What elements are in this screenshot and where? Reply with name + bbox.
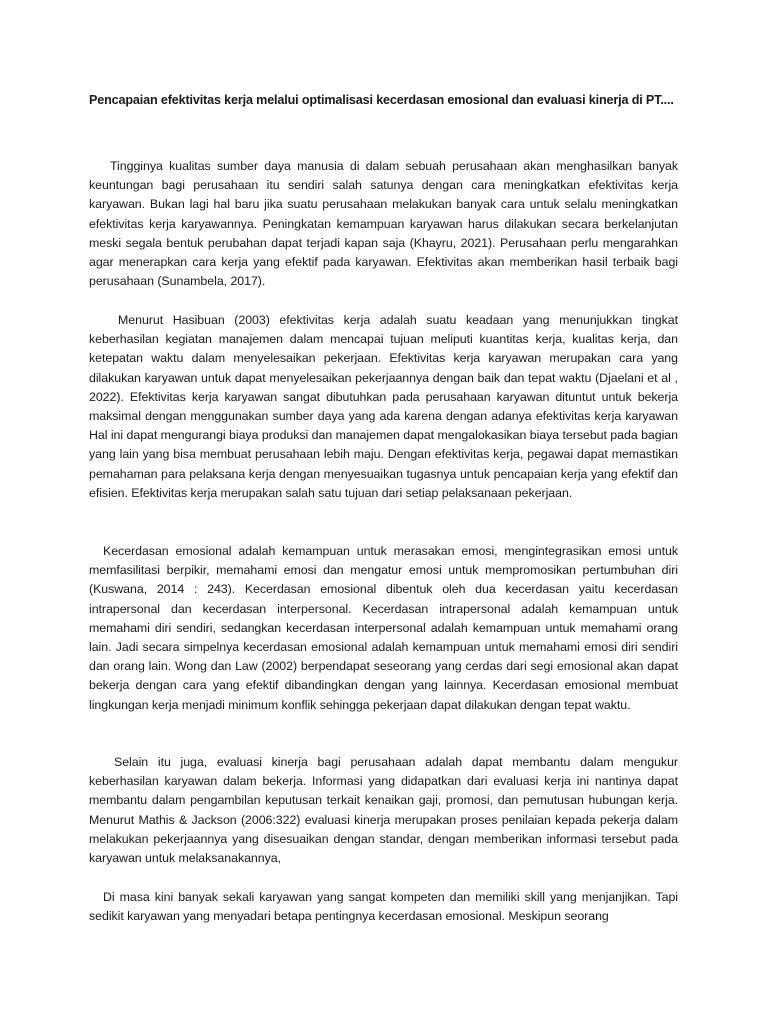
paragraph-5: Di masa kini banyak sekali karyawan yang sangat kompeten dan memiliki skill yang menjanjikan. Tapi sedikit karyawan yang menyadari betapa pentingnya kecerdasan emosional. Meskipun seorang — [89, 890, 678, 924]
paragraph-1: Tingginya kualitas sumber daya manusia di dalam sebuah perusahaan akan menghasilkan banyak keuntungan bagi perusahaan itu sendiri salah satunya dengan cara meningkatkan efektivitas kerja karyawan. Bukan lagi hal baru jika suatu perusahaan melakukan banyak cara untuk selalu meningkatkan efektivitas kerja karyawannya. Peningkatan kemampuan karyawan harus dilakukan secara berkelanjutan meski segala bentuk perubahan dapat terjadi kapan saja (Khayru, 2021). Perusahaan perlu mengarahkan agar menerapkan cara kerja yang efektif pada karyawan. Efektivitas akan memberikan hasil terbaik bagi perusahaan (Sunambela, 2017). — [89, 159, 678, 289]
paragraph-3: Kecerdasan emosional adalah kemampuan untuk merasakan emosi, mengintegrasikan emosi untuk memfasilitasi berpikir, memahami emosi dan mengatur emosi untuk mempromosikan pertumbuhan diri (Kuswana, 2014 : 243). Kecerdasan emosional dibentuk oleh dua kecerdasan yaitu kecerdasan intrapersonal dan kecerdasan interpersonal. Kecerdasan intrapersonal adalah kemampuan untuk memahami diri sendiri, sedangkan kecerdasan interpersonal adalah kemampuan untuk memahami orang lain. Jadi secara simpelnya kecerdasan emosional adalah kemampuan untuk memahami emosi diri sendiri dan orang lain. Wong dan Law (2002) berpendapat seseorang yang cerdas dari segi emosional akan dapat bekerja dengan cara yang efektif dibandingkan dengan yang lainnya. Kecerdasan emosional membuat lingkungan kerja menjadi minimum konflik sehingga pekerjaan dapat dilakukan dengan tepat waktu. — [89, 544, 678, 712]
paragraph-2: Menurut Hasibuan (2003) efektivitas kerja adalah suatu keadaan yang menunjukkan tingkat keberhasilan kegiatan manajemen dalam mencapai tujuan meliputi kuantitas kerja, kualitas kerja, dan ketepatan waktu dalam menyelesaikan pekerjaan. Efektivitas kerja karyawan merupakan cara yang dilakukan karyawan untuk dapat menyelesaikan pekerjaannya dengan baik dan tepat waktu (Djaelani et al , 2022). Efektivitas kerja karyawan sangat dibutuhkan pada perusahaan karyawan dituntut untuk bekerja maksimal dengan menggunakan sumber daya yang ada karena dengan adanya efektivitas kerja karyawan Hal ini dapat mengurangi biaya produksi dan manajemen dapat mengalokasikan biaya tersebut pada bagian yang lain yang bisa membuat perusahaan lebih maju. Dengan efektivitas kerja, pegawai dapat memastikan pemahaman para pelaksana kerja dengan menyesuaikan tugasnya untuk pencapaian kerja yang efektif dan efisien. Efektivitas kerja merupakan salah satu tujuan dari setiap pelaksanaan pekerjaan. — [89, 313, 678, 500]
document-title: Pencapaian efektivitas kerja melalui optimalisasi kecerdasan emosional dan evaluasi kinerja di PT.... — [89, 93, 674, 107]
paragraph-4: Selain itu juga, evaluasi kinerja bagi perusahaan adalah dapat membantu dalam mengukur keberhasilan karyawan dalam bekerja. Informasi yang didapatkan dari evaluasi kerja ini nantinya dapat membantu dalam pengambilan keputusan terkait kenaikan gaji, promosi, dan pemutusan hubungan kerja. Menurut Mathis & Jackson (2006:322) evaluasi kinerja merupakan proses penilaian kepada pekerja dalam melakukan pekerjaannya yang disesuaikan dengan standar, dengan memberikan informasi tersebut pada karyawan untuk melaksanakannya, — [89, 755, 678, 866]
